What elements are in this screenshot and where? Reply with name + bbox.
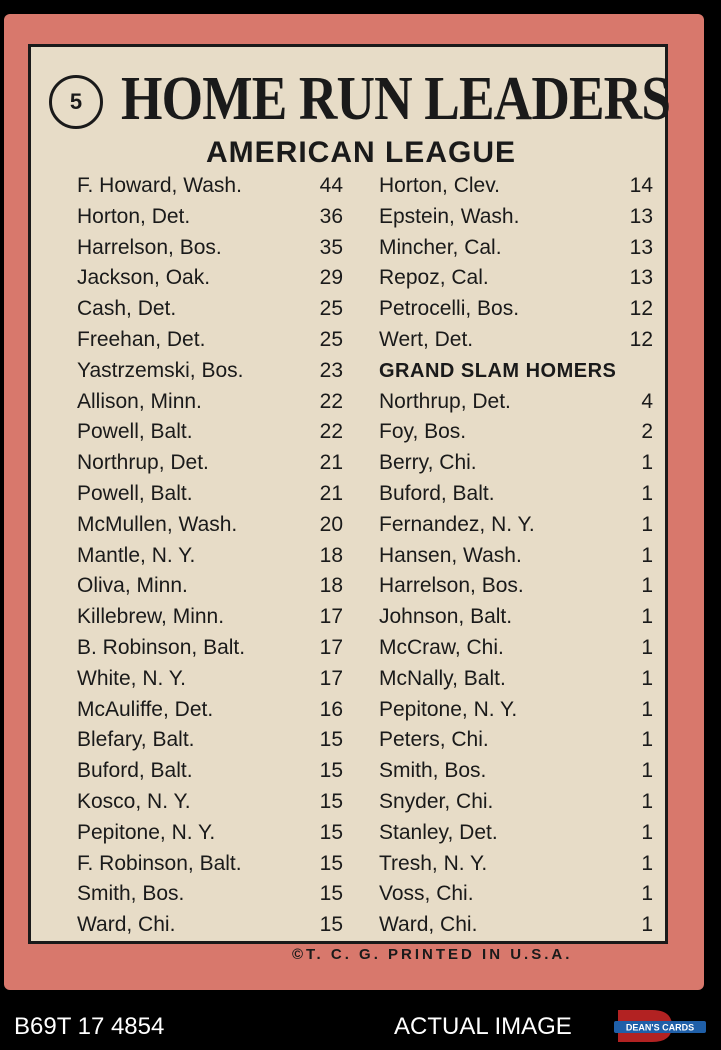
leader-row [77, 510, 357, 541]
leader-row [77, 387, 357, 418]
home-run-count: 36 [319, 204, 343, 228]
leader-row [379, 479, 661, 510]
home-run-count: 15 [319, 759, 343, 783]
home-run-count: 17 [319, 666, 343, 690]
player-name: Mincher, Cal. [379, 235, 502, 259]
player-name: Buford, Balt. [379, 481, 495, 505]
player-name: Mantle, N. Y. [77, 543, 196, 567]
home-run-count: 15 [319, 913, 343, 937]
leader-row [77, 202, 357, 233]
player-name: Voss, Chi. [379, 882, 474, 906]
player-name: Smith, Bos. [379, 759, 487, 783]
leader-row [77, 725, 357, 756]
leader-row [77, 171, 357, 202]
leader-row [77, 602, 357, 633]
player-name: Jackson, Oak. [77, 266, 211, 290]
leader-row [379, 325, 661, 356]
home-run-count: 22 [319, 389, 343, 413]
card-back [4, 14, 704, 990]
leader-row [77, 233, 357, 264]
home-run-count: 25 [319, 297, 343, 321]
home-run-count: 12 [629, 327, 653, 351]
leader-row [77, 263, 357, 294]
home-run-count: 25 [319, 327, 343, 351]
left-stats-column [77, 171, 357, 941]
leader-row [77, 910, 357, 941]
leader-row [77, 756, 357, 787]
home-run-count: 1 [641, 635, 653, 659]
player-name: Foy, Bos. [379, 420, 467, 444]
leader-row [379, 787, 661, 818]
player-name: Ward, Chi. [379, 913, 478, 937]
leader-row [379, 294, 661, 325]
player-name: B. Robinson, Balt. [77, 635, 246, 659]
leader-row [379, 879, 661, 910]
home-run-count: 18 [319, 574, 343, 598]
player-name: White, N. Y. [77, 666, 186, 690]
home-run-count: 12 [629, 297, 653, 321]
leader-row [379, 602, 661, 633]
player-name: Freehan, Det. [77, 327, 206, 351]
home-run-count: 20 [319, 512, 343, 536]
player-name: Cash, Det. [77, 297, 177, 321]
home-run-count: 22 [319, 420, 343, 444]
home-run-count: 35 [319, 235, 343, 259]
player-name: Repoz, Cal. [379, 266, 489, 290]
player-name: Northrup, Det. [379, 389, 511, 413]
player-name: Harrelson, Bos. [77, 235, 222, 259]
home-run-count: 29 [319, 266, 343, 290]
player-name: Wert, Det. [379, 327, 474, 351]
player-name: McAuliffe, Det. [77, 697, 214, 721]
leader-row [77, 849, 357, 880]
player-name: Berry, Chi. [379, 451, 477, 475]
leader-row [379, 818, 661, 849]
player-name: Petrocelli, Bos. [379, 297, 520, 321]
home-run-count: 44 [319, 174, 343, 197]
player-name: McCraw, Chi. [379, 635, 504, 659]
home-run-count: 21 [319, 481, 343, 505]
player-name: Killebrew, Minn. [77, 605, 225, 629]
player-name: Buford, Balt. [77, 759, 193, 783]
player-name: Fernandez, N. Y. [379, 512, 535, 536]
section-heading [379, 356, 661, 387]
card-subtitle: AMERICAN LEAGUE [205, 136, 516, 169]
leader-row [77, 448, 357, 479]
player-name: Epstein, Wash. [379, 204, 520, 228]
home-run-count: 15 [319, 728, 343, 752]
player-name: McNally, Balt. [379, 666, 506, 690]
leader-row [379, 233, 661, 264]
home-run-count: 1 [641, 666, 653, 690]
home-run-count: 15 [319, 882, 343, 906]
home-run-count: 23 [319, 358, 343, 382]
home-run-count: 1 [641, 820, 653, 844]
player-name: Hansen, Wash. [379, 543, 522, 567]
leader-row [379, 664, 661, 695]
leader-row [77, 818, 357, 849]
home-run-count: 1 [641, 512, 653, 536]
leader-row [77, 879, 357, 910]
home-run-count: 1 [641, 882, 653, 906]
leader-row [77, 356, 357, 387]
player-name: Pepitone, N. Y. [77, 820, 216, 844]
bottom-caption-bar [0, 1004, 721, 1050]
home-run-count: 21 [319, 451, 343, 475]
player-name: Northrup, Det. [77, 451, 209, 475]
home-run-count: 15 [319, 820, 343, 844]
section-heading-label: GRAND SLAM HOMERS [379, 359, 617, 382]
player-name: Peters, Chi. [379, 728, 489, 752]
home-run-count: 13 [629, 204, 653, 228]
player-name: Powell, Balt. [77, 481, 193, 505]
cert-id: B69T 17 4854 [14, 1013, 165, 1040]
home-run-count: 16 [319, 697, 343, 721]
home-run-count: 15 [319, 789, 343, 813]
player-name: F. Howard, Wash. [77, 174, 242, 197]
player-name: Snyder, Chi. [379, 789, 494, 813]
right-stats-column [379, 171, 661, 941]
deans-cards-logo-icon [612, 1008, 708, 1044]
home-run-count: 1 [641, 605, 653, 629]
home-run-count: 13 [629, 235, 653, 259]
leader-row [379, 417, 661, 448]
player-name: Pepitone, N. Y. [379, 697, 518, 721]
player-name: F. Robinson, Balt. [77, 851, 242, 875]
player-name: Kosco, N. Y. [77, 789, 191, 813]
home-run-count: 1 [641, 697, 653, 721]
leader-row [379, 387, 661, 418]
home-run-count: 14 [629, 174, 653, 197]
leader-row [379, 571, 661, 602]
leader-row [379, 202, 661, 233]
player-name: Horton, Clev. [379, 174, 500, 197]
leader-row [379, 695, 661, 726]
leader-row [379, 756, 661, 787]
player-name: Smith, Bos. [77, 882, 185, 906]
home-run-count: 17 [319, 635, 343, 659]
player-name: Tresh, N. Y. [379, 851, 488, 875]
leader-row [77, 633, 357, 664]
home-run-count: 4 [641, 389, 653, 413]
leader-row [77, 787, 357, 818]
home-run-count: 15 [319, 851, 343, 875]
home-run-count: 1 [641, 913, 653, 937]
home-run-count: 1 [641, 574, 653, 598]
player-name: Oliva, Minn. [77, 574, 188, 598]
home-run-count: 1 [641, 851, 653, 875]
leader-row [77, 571, 357, 602]
leader-row [77, 541, 357, 572]
home-run-count: 13 [629, 266, 653, 290]
leader-row [379, 633, 661, 664]
leader-row [379, 171, 661, 202]
leader-row [77, 294, 357, 325]
leader-row [379, 510, 661, 541]
actual-image-label: ACTUAL IMAGE [394, 1013, 572, 1040]
card-title: HOME RUN LEADERS [121, 65, 671, 133]
player-name: Ward, Chi. [77, 913, 176, 937]
player-name: Yastrzemski, Bos. [77, 358, 244, 382]
player-name: Johnson, Balt. [379, 605, 513, 629]
leader-row [379, 448, 661, 479]
leader-row [379, 541, 661, 572]
player-name: Horton, Det. [77, 204, 191, 228]
leader-row [77, 325, 357, 356]
home-run-count: 1 [641, 789, 653, 813]
home-run-count: 1 [641, 728, 653, 752]
leader-row [77, 695, 357, 726]
player-name: Harrelson, Bos. [379, 574, 524, 598]
home-run-count: 1 [641, 481, 653, 505]
leader-row [77, 479, 357, 510]
leader-row [77, 417, 357, 448]
player-name: Stanley, Det. [379, 820, 498, 844]
home-run-count: 2 [641, 420, 653, 444]
home-run-count: 1 [641, 759, 653, 783]
player-name: Blefary, Balt. [77, 728, 195, 752]
card-panel [28, 44, 671, 944]
logo-text: DEAN'S CARDS [625, 1022, 695, 1033]
home-run-count: 1 [641, 451, 653, 475]
leader-row [379, 725, 661, 756]
copyright-footer: ©T. C. G. PRINTED IN U.S.A. [292, 946, 573, 963]
card-number-badge: 5 [49, 75, 103, 129]
home-run-count: 17 [319, 605, 343, 629]
player-name: McMullen, Wash. [77, 512, 238, 536]
home-run-count: 18 [319, 543, 343, 567]
player-name: Powell, Balt. [77, 420, 193, 444]
leader-row [77, 664, 357, 695]
leader-row [379, 910, 661, 941]
leader-row [379, 849, 661, 880]
player-name: Allison, Minn. [77, 389, 202, 413]
home-run-count: 1 [641, 543, 653, 567]
leader-row [379, 263, 661, 294]
